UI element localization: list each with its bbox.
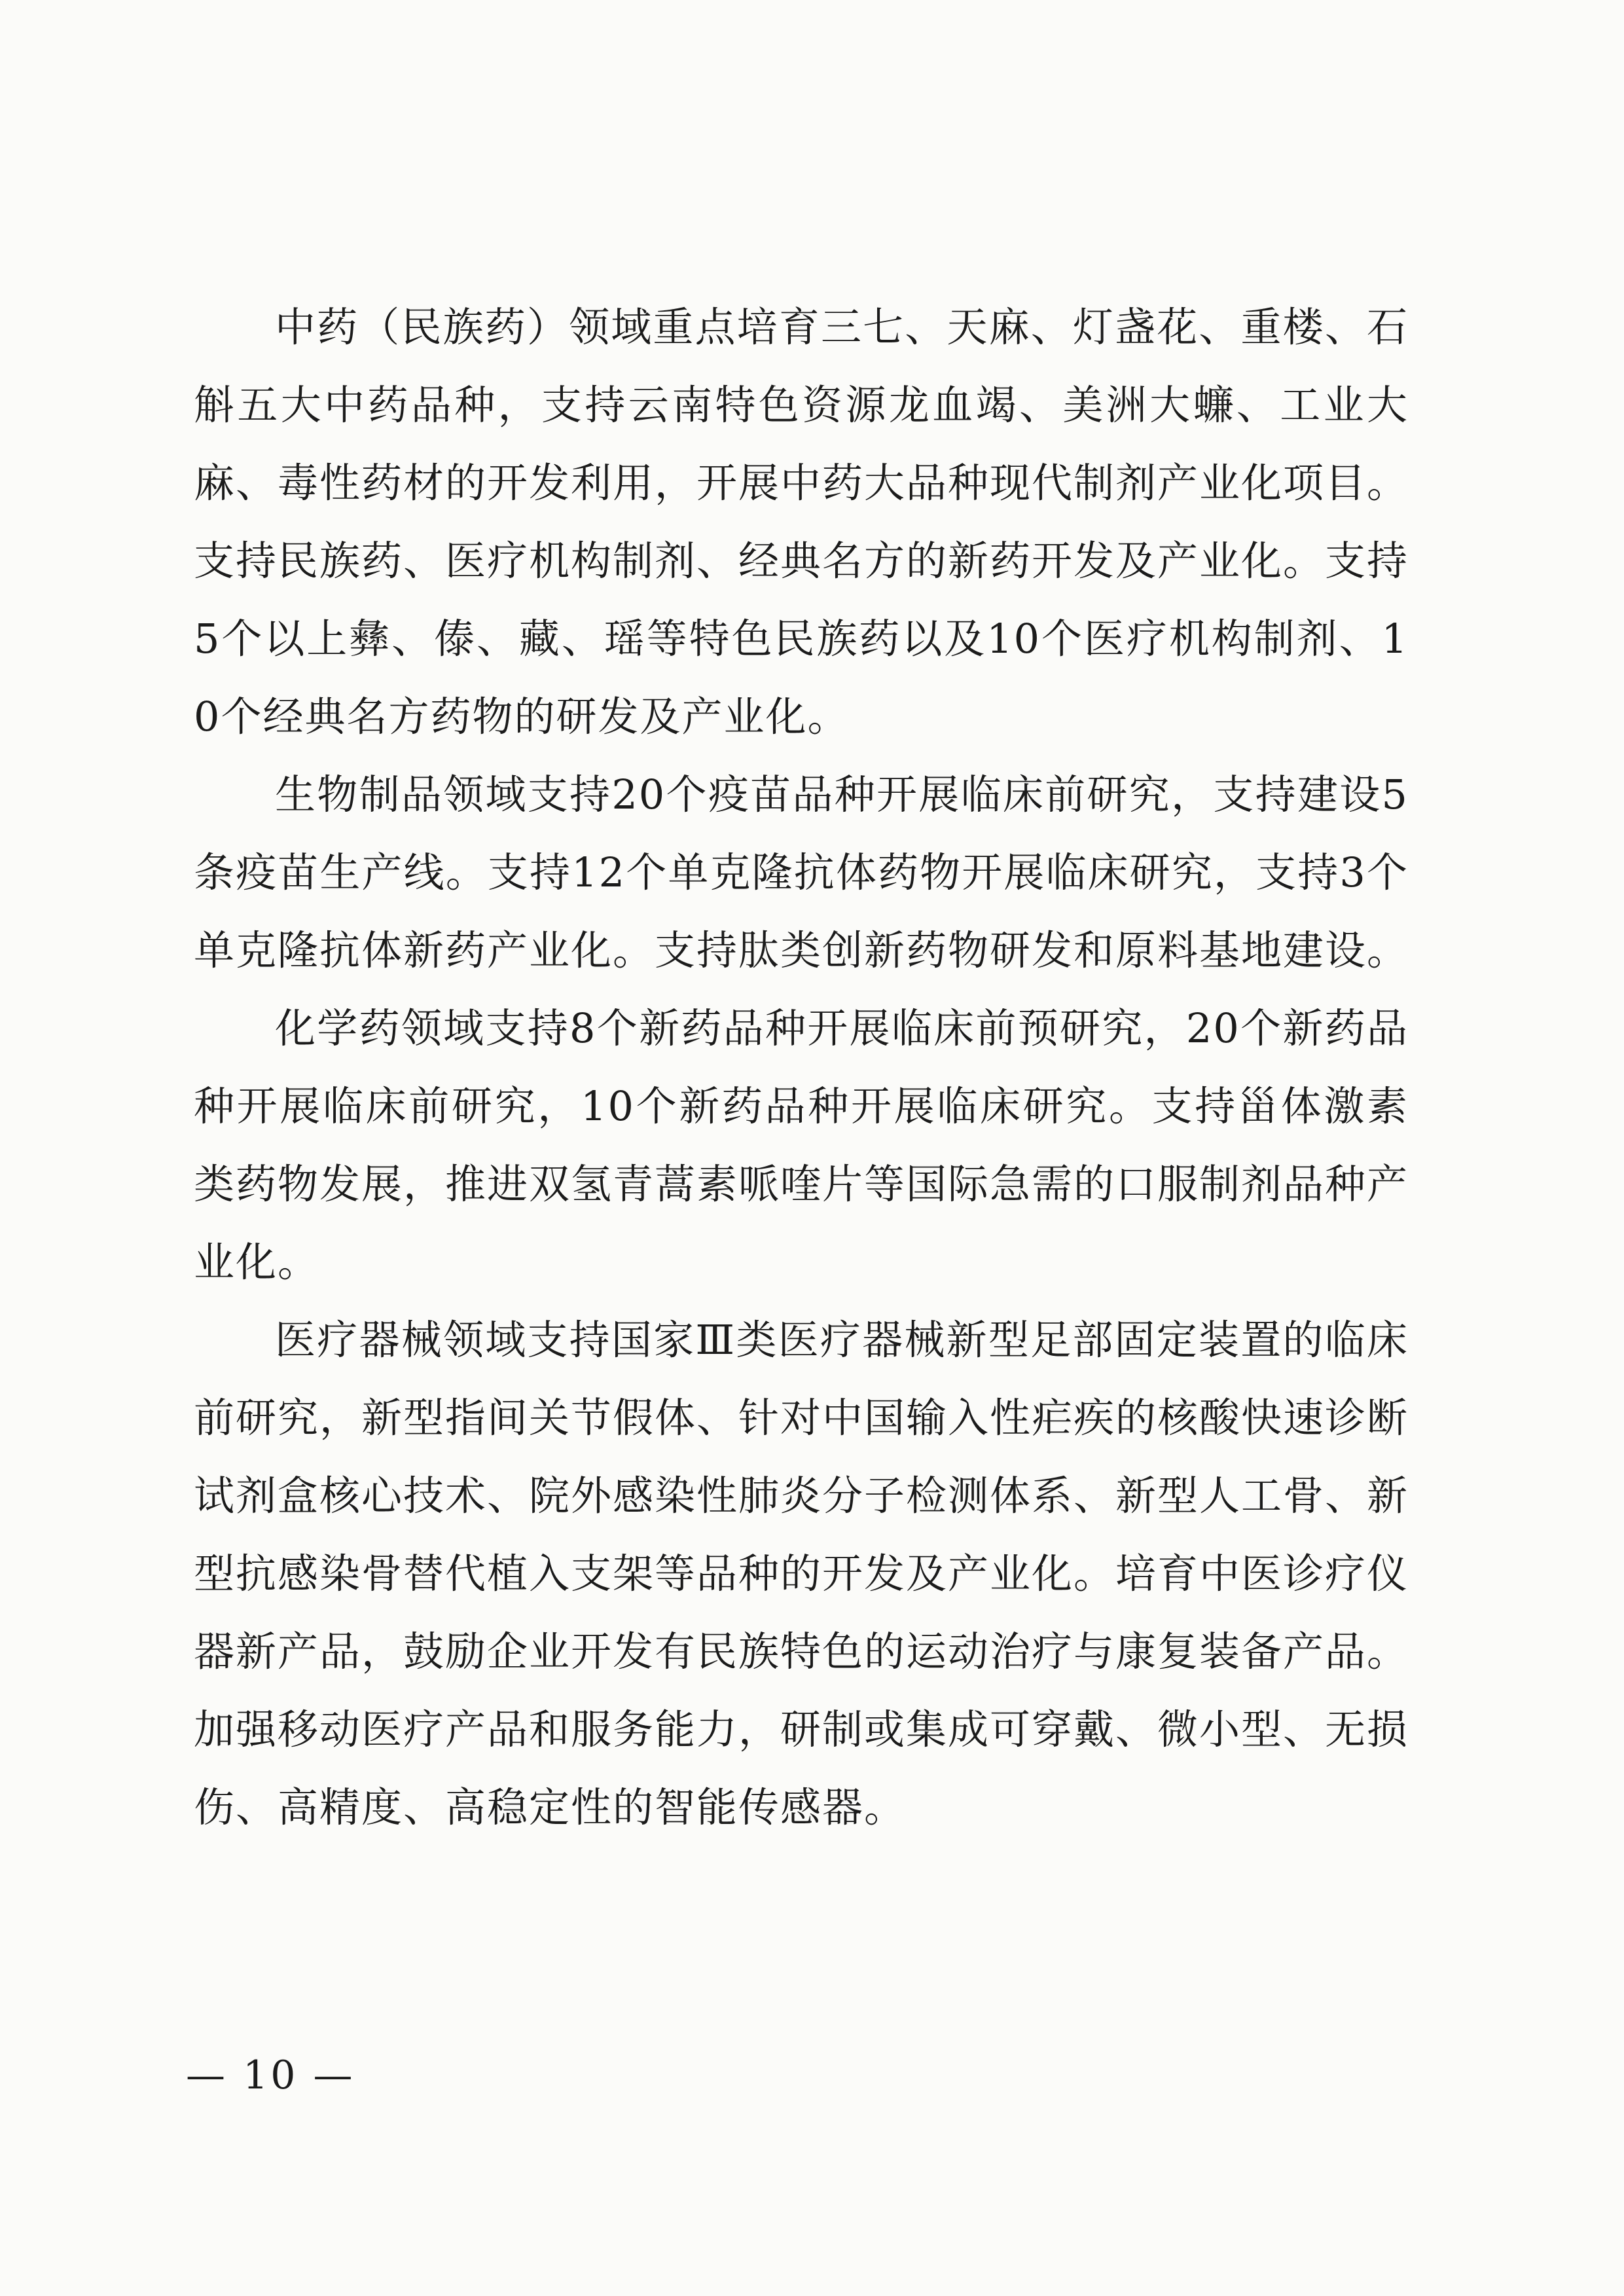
document-body	[194, 288, 1409, 1846]
paragraph-medical-devices: 医疗器械领域支持国家Ⅲ类医疗器械新型足部固定装置的临床前研究，新型指间关节假体、针对中国输入性疟疾的核酸快速诊断试剂盒核心技术、院外感染性肺炎分子检测体系、新型人工骨、新型抗感染骨替代植入支架等品种的开发及产业化。培育中医诊疗仪器新产品，鼓励企业开发有民族特色的运动治疗与康复装备产品。加强移动医疗产品和服务能力，研制或集成可穿戴、微小型、无损伤、高精度、高稳定性的智能传感器。	[194, 1316, 1409, 1831]
paragraph-tcm: 中药（民族药）领域重点培育三七、天麻、灯盏花、重楼、石斛五大中药品种，支持云南特色资源龙血竭、美洲大蠊、工业大麻、毒性药材的开发利用，开展中药大品种现代制剂产业化项目。支持民族药、医疗机构制剂、经典名方的新药开发及产业化。支持5个以上彝、傣、藏、瑶等特色民族药以及10个医疗机构制剂、10个经典名方药物的研发及产业化。	[194, 303, 1409, 740]
page-number: — 10 —	[186, 2052, 355, 2098]
paragraph-biologics: 生物制品领域支持20个疫苗品种开展临床前研究，支持建设5条疫苗生产线。支持12个单克隆抗体药物开展临床研究，支持3个单克隆抗体新药产业化。支持肽类创新药物研发和原料基地建设。	[194, 771, 1409, 974]
paragraph-chemical-drugs: 化学药领域支持8个新药品种开展临床前预研究，20个新药品种开展临床前研究，10个新药品种开展临床研究。支持甾体激素类药物发展，推进双氢青蒿素哌喹片等国际急需的口服制剂品种产业化。	[194, 1004, 1409, 1286]
